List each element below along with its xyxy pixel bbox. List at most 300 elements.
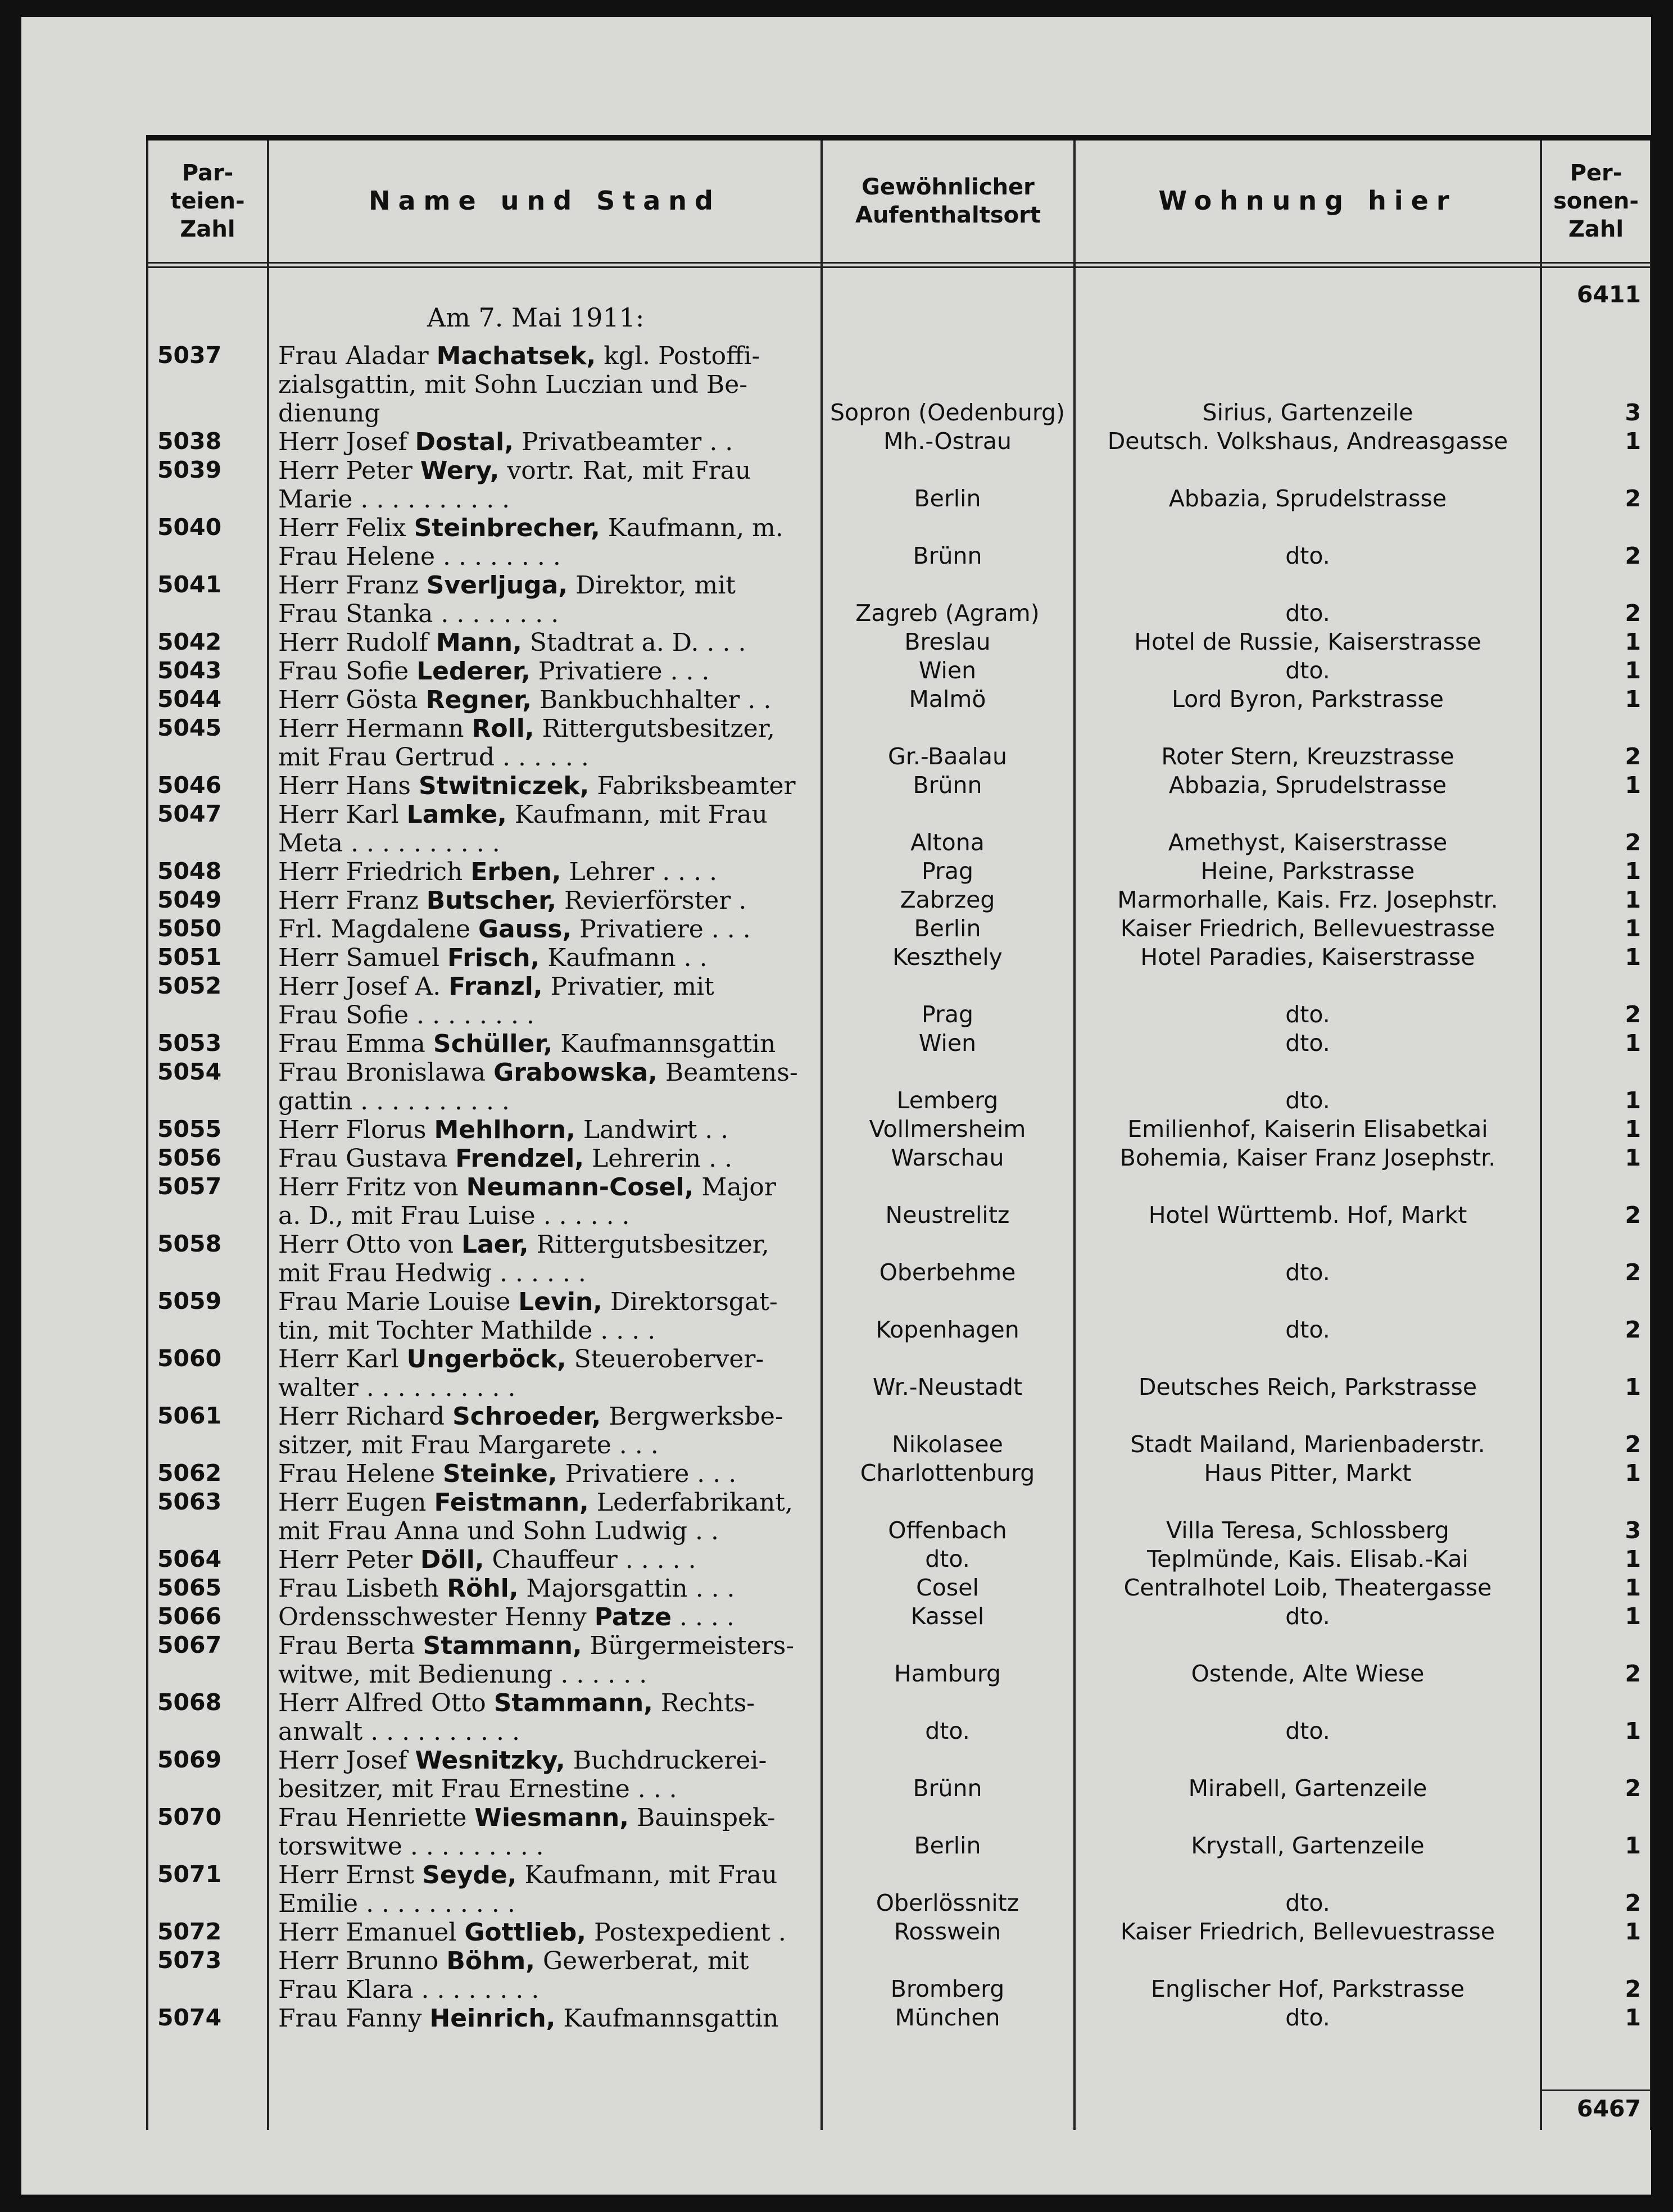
header-divider bbox=[146, 262, 1651, 264]
entry-persons: 1 bbox=[1625, 1545, 1641, 1572]
entry-persons: 1 bbox=[1625, 1717, 1641, 1744]
entry-lodging: Abbazia, Sprudelstrasse bbox=[1168, 772, 1447, 799]
entry-title: Frau Gustava bbox=[278, 1144, 456, 1173]
entry-persons: 1 bbox=[1625, 772, 1641, 799]
entry-details: Gewerberat, mit Frau Klara . . . . . . . . bbox=[278, 1947, 749, 2004]
entry-details: Landwirt . . bbox=[575, 1116, 729, 1144]
entry-surname: Patze bbox=[594, 1603, 672, 1631]
entry-lodging: Haus Pitter, Markt bbox=[1204, 1459, 1412, 1486]
entry-number: 5037 bbox=[157, 342, 222, 369]
entry-persons: 1 bbox=[1625, 2004, 1641, 2031]
entry-title: Herr Rudolf bbox=[278, 628, 436, 657]
entry-title: Herr Florus bbox=[278, 1116, 434, 1144]
entry-persons: 2 bbox=[1625, 1975, 1641, 2002]
entry-lodging: Hotel Württemb. Hof, Markt bbox=[1148, 1202, 1467, 1229]
entry-persons: 1 bbox=[1625, 944, 1641, 971]
header-name-and-status: Name und Stand bbox=[369, 185, 721, 216]
entry-number: 5055 bbox=[157, 1116, 222, 1143]
entry-origin: Zabrzeg bbox=[900, 886, 995, 913]
entry-number: 5040 bbox=[157, 514, 222, 541]
entry-lodging: Englischer Hof, Parkstrasse bbox=[1150, 1975, 1465, 2002]
entry-details: Bürgermeisters- witwe, mit Bedienung . . . . . . bbox=[278, 1631, 795, 1689]
entry-persons: 1 bbox=[1625, 628, 1641, 655]
entry-surname: Machatsek, bbox=[436, 342, 596, 370]
entry-origin: Prag bbox=[921, 858, 973, 885]
column-divider bbox=[1540, 140, 1542, 2130]
entry-surname: Stwitniczek, bbox=[418, 772, 590, 800]
entry-lodging: dto. bbox=[1285, 1889, 1330, 1916]
entry-details: Direktorsgat- tin, mit Tochter Mathilde . . . . bbox=[278, 1288, 778, 1345]
entry-name bbox=[278, 1030, 812, 1058]
entry-origin: Kopenhagen bbox=[876, 1316, 1019, 1343]
entry-name bbox=[278, 1545, 812, 1574]
entry-lodging: dto. bbox=[1285, 1717, 1330, 1744]
entry-persons: 1 bbox=[1625, 428, 1641, 455]
entry-surname: Steinke, bbox=[443, 1459, 557, 1488]
entry-number: 5048 bbox=[157, 858, 222, 885]
entry-number: 5045 bbox=[157, 714, 222, 741]
entry-name bbox=[278, 1488, 812, 1545]
entry-persons: 1 bbox=[1625, 858, 1641, 885]
entry-lodging: Teplmünde, Kais. Elisab.-Kai bbox=[1147, 1545, 1468, 1572]
entry-details: Kaufmannsgattin bbox=[552, 1030, 776, 1058]
entry-origin: dto. bbox=[925, 1545, 970, 1572]
entry-number: 5072 bbox=[157, 1918, 222, 1945]
entry-lodging: dto. bbox=[1285, 657, 1330, 684]
entry-origin: Brünn bbox=[913, 1775, 982, 1802]
entry-lodging: Bohemia, Kaiser Franz Josephstr. bbox=[1119, 1144, 1496, 1171]
entry-persons: 3 bbox=[1625, 1517, 1641, 1544]
header-usual-residence: Gewöhnlicher Aufenthaltsort bbox=[855, 174, 1041, 228]
entry-surname: Lederer, bbox=[416, 657, 531, 686]
entry-origin: Wien bbox=[918, 657, 977, 684]
entry-name bbox=[278, 1947, 812, 2004]
entry-number: 5058 bbox=[157, 1230, 222, 1257]
entry-details: Direktor, mit Frau Stanka . . . . . . . . bbox=[278, 571, 736, 628]
entry-persons: 1 bbox=[1625, 686, 1641, 713]
entry-name bbox=[278, 972, 812, 1030]
entry-details: Lehrerin . . bbox=[584, 1144, 733, 1173]
entry-lodging: dto. bbox=[1285, 1603, 1330, 1630]
column-divider bbox=[820, 140, 823, 2130]
entry-name bbox=[278, 1746, 812, 1803]
entry-details: Bankbuchhalter . . bbox=[531, 686, 772, 714]
entry-title: Herr Peter bbox=[278, 1545, 420, 1574]
entry-title: Frau Fanny bbox=[278, 2004, 430, 2033]
entry-number: 5049 bbox=[157, 886, 222, 913]
entry-surname: Wery, bbox=[420, 456, 500, 485]
entry-details: Postexpedient . bbox=[586, 1918, 786, 1947]
entry-origin: Keszthely bbox=[892, 944, 1003, 971]
entry-origin: dto. bbox=[925, 1717, 970, 1744]
entry-details: Privatiere . . . bbox=[572, 915, 751, 944]
entry-surname: Butscher, bbox=[426, 886, 557, 915]
entry-lodging: Kaiser Friedrich, Bellevuestrasse bbox=[1120, 915, 1495, 942]
entry-lodging: Krystall, Gartenzeile bbox=[1191, 1832, 1425, 1859]
entry-origin: Brünn bbox=[913, 772, 982, 799]
entry-title: Herr Brunno bbox=[278, 1947, 447, 1975]
entry-surname: Mann, bbox=[436, 628, 522, 657]
entry-number: 5057 bbox=[157, 1173, 222, 1200]
entry-number: 5059 bbox=[157, 1288, 222, 1314]
entry-surname: Gauss, bbox=[478, 915, 572, 944]
entry-surname: Wiesmann, bbox=[474, 1803, 629, 1832]
entry-title: Frau Sofie bbox=[278, 657, 417, 686]
entry-lodging: Villa Teresa, Schlossberg bbox=[1166, 1517, 1449, 1544]
entry-lodging: Hotel Paradies, Kaiserstrasse bbox=[1140, 944, 1475, 971]
entry-name bbox=[278, 342, 812, 428]
entry-lodging: Deutsch. Volkshaus, Andreasgasse bbox=[1107, 428, 1508, 455]
entry-title: Herr Josef A. bbox=[278, 972, 449, 1001]
entry-persons: 1 bbox=[1625, 915, 1641, 942]
entry-origin: Oberlössnitz bbox=[876, 1889, 1019, 1916]
entry-lodging: dto. bbox=[1285, 1030, 1330, 1057]
entry-surname: Heinrich, bbox=[429, 2004, 556, 2033]
entry-details: Kaufmann . . bbox=[539, 944, 708, 972]
entry-persons: 2 bbox=[1625, 1001, 1641, 1028]
entry-persons: 2 bbox=[1625, 542, 1641, 569]
entry-number: 5043 bbox=[157, 657, 222, 684]
entry-title: Frau Helene bbox=[278, 1459, 443, 1488]
entry-number: 5039 bbox=[157, 456, 222, 483]
entry-title: Herr Hermann bbox=[278, 714, 472, 743]
entry-name bbox=[278, 1631, 812, 1689]
entry-persons: 1 bbox=[1625, 1144, 1641, 1171]
entry-persons: 2 bbox=[1625, 1775, 1641, 1802]
entry-lodging: Ostende, Alte Wiese bbox=[1191, 1660, 1425, 1687]
entry-name bbox=[278, 800, 812, 858]
entry-origin: Vollmersheim bbox=[869, 1116, 1026, 1143]
entry-origin: Altona bbox=[910, 829, 985, 856]
entry-name bbox=[278, 1144, 812, 1173]
entry-persons: 2 bbox=[1625, 600, 1641, 627]
entry-number: 5053 bbox=[157, 1030, 222, 1057]
entry-surname: Franzl, bbox=[448, 972, 543, 1001]
entry-title: Herr Franz bbox=[278, 571, 427, 600]
entry-details: Chauffeur . . . . . bbox=[484, 1545, 696, 1574]
entry-lodging: dto. bbox=[1285, 1001, 1330, 1028]
entry-origin: Warschau bbox=[891, 1144, 1004, 1171]
entry-origin: Sopron (Oedenburg) bbox=[829, 399, 1066, 426]
entry-lodging: Mirabell, Gartenzeile bbox=[1188, 1775, 1427, 1802]
entry-persons: 1 bbox=[1625, 1116, 1641, 1143]
entry-title: Herr Karl bbox=[278, 1345, 407, 1374]
entry-title: Herr Franz bbox=[278, 886, 427, 915]
entry-origin: Cosel bbox=[916, 1574, 979, 1601]
entry-persons: 1 bbox=[1625, 1374, 1641, 1400]
entry-persons: 2 bbox=[1625, 829, 1641, 856]
entry-number: 5051 bbox=[157, 944, 222, 971]
entry-name bbox=[278, 1116, 812, 1144]
entry-surname: Schroeder, bbox=[452, 1402, 601, 1431]
entry-name bbox=[278, 1689, 812, 1746]
entry-title: Herr Alfred Otto bbox=[278, 1689, 494, 1717]
entry-surname: Stammann, bbox=[493, 1689, 653, 1717]
entry-name bbox=[278, 915, 812, 944]
entry-number: 5056 bbox=[157, 1144, 222, 1171]
entry-lodging: Stadt Mailand, Marienbaderstr. bbox=[1130, 1431, 1485, 1458]
entry-title: Herr Ernst bbox=[278, 1861, 423, 1889]
entry-title: Frau Henriette bbox=[278, 1803, 475, 1832]
entry-number: 5041 bbox=[157, 571, 222, 598]
entry-persons: 2 bbox=[1625, 1660, 1641, 1687]
entry-details: Revierförster . bbox=[556, 886, 747, 915]
entry-lodging: Heine, Parkstrasse bbox=[1200, 858, 1415, 885]
entry-details: Privatiere . . . bbox=[530, 657, 710, 686]
entry-title: Herr Richard bbox=[278, 1402, 453, 1431]
entry-details: Privatbeamter . . bbox=[513, 428, 733, 456]
entry-title: Herr Samuel bbox=[278, 944, 447, 972]
entry-persons: 3 bbox=[1625, 399, 1641, 426]
entry-surname: Röhl, bbox=[447, 1574, 519, 1603]
entry-persons: 1 bbox=[1625, 657, 1641, 684]
entry-persons: 1 bbox=[1625, 1030, 1641, 1057]
entry-details: Privatier, mit Frau Sofie . . . . . . . . bbox=[278, 972, 714, 1030]
register-page bbox=[21, 17, 1651, 2195]
entry-surname: Schüller, bbox=[433, 1030, 553, 1058]
entry-number: 5066 bbox=[157, 1603, 222, 1630]
entry-surname: Stammann, bbox=[423, 1631, 582, 1660]
entry-details: Majorsgattin . . . bbox=[518, 1574, 735, 1603]
entry-details: Lehrer . . . . bbox=[561, 858, 718, 886]
header-party-count: Par- teien- Zahl bbox=[170, 160, 245, 242]
entry-title: Herr Karl bbox=[278, 800, 407, 829]
entry-surname: Regner, bbox=[425, 686, 532, 714]
header-lodging-here: Wohnung hier bbox=[1158, 185, 1457, 216]
entry-name bbox=[278, 772, 812, 800]
entry-details: kgl. Postoffi- zialsgattin, mit Sohn Luczian und Be- dienung bbox=[278, 342, 760, 428]
entry-name bbox=[278, 1861, 812, 1918]
entry-number: 5068 bbox=[157, 1689, 222, 1716]
entry-details: Stadtrat a. D. . . . bbox=[522, 628, 746, 657]
entry-surname: Steinbrecher, bbox=[414, 514, 600, 542]
entry-persons: 1 bbox=[1625, 1087, 1641, 1114]
entry-number: 5054 bbox=[157, 1058, 222, 1085]
entry-surname: Dostal, bbox=[415, 428, 514, 456]
entry-details: Major a. D., mit Frau Luise . . . . . . bbox=[278, 1173, 776, 1230]
entry-origin: Berlin bbox=[914, 915, 981, 942]
entry-lodging: Emilienhof, Kaiserin Elisabetkai bbox=[1127, 1116, 1488, 1143]
entry-lodging: Kaiser Friedrich, Bellevuestrasse bbox=[1120, 1918, 1495, 1945]
entry-persons: 1 bbox=[1625, 1459, 1641, 1486]
entry-title: Frau Berta bbox=[278, 1631, 423, 1660]
entry-name bbox=[278, 1173, 812, 1230]
entry-details: Rittergutsbesitzer, mit Frau Gertrud . . . . . . bbox=[278, 714, 775, 772]
entry-name bbox=[278, 1603, 812, 1631]
entry-details: Rechts- anwalt . . . . . . . . . . bbox=[278, 1689, 755, 1746]
entry-details: . . . . bbox=[672, 1603, 735, 1631]
entry-title: Frau Lisbeth bbox=[278, 1574, 447, 1603]
guest-register-table bbox=[146, 135, 1651, 2130]
entry-number: 5070 bbox=[157, 1803, 222, 1830]
carry-out-total: 6467 bbox=[1576, 2095, 1641, 2122]
entry-origin: Lemberg bbox=[896, 1087, 999, 1114]
entry-surname: Seyde, bbox=[422, 1861, 517, 1889]
entry-lodging: dto. bbox=[1285, 1259, 1330, 1286]
entry-origin: Kassel bbox=[910, 1603, 985, 1630]
entry-name bbox=[278, 456, 812, 514]
entry-details: Buchdruckerei- besitzer, mit Frau Ernestine . . . bbox=[278, 1746, 767, 1803]
entry-name bbox=[278, 1230, 812, 1288]
entry-surname: Wesnitzky, bbox=[415, 1746, 565, 1775]
entry-title: Frl. Magdalene bbox=[278, 915, 478, 944]
entry-name bbox=[278, 1459, 812, 1488]
entry-persons: 1 bbox=[1625, 1918, 1641, 1945]
entry-persons: 2 bbox=[1625, 485, 1641, 512]
entry-details: Kaufmannsgattin bbox=[555, 2004, 779, 2033]
entry-lodging: Abbazia, Sprudelstrasse bbox=[1168, 485, 1447, 512]
entry-origin: Neustrelitz bbox=[885, 1202, 1010, 1229]
entry-lodging: dto. bbox=[1285, 600, 1330, 627]
entry-lodging: Hotel de Russie, Kaiserstrasse bbox=[1134, 628, 1481, 655]
entry-title: Frau Emma bbox=[278, 1030, 433, 1058]
entry-name bbox=[278, 1402, 812, 1459]
entry-details: Privatiere . . . bbox=[557, 1459, 737, 1488]
entry-title: Frau Aladar bbox=[278, 342, 437, 370]
entry-origin: Breslau bbox=[904, 628, 991, 655]
date-line: Am 7. Mai 1911: bbox=[427, 302, 645, 333]
entry-number: 5065 bbox=[157, 1574, 222, 1601]
entry-origin: München bbox=[895, 2004, 1000, 2031]
entry-persons: 1 bbox=[1625, 1832, 1641, 1859]
entry-details: Bauinspek- torswitwe . . . . . . . . . bbox=[278, 1803, 776, 1861]
entry-surname: Roll, bbox=[471, 714, 534, 743]
entry-origin: Zagreb (Agram) bbox=[855, 600, 1040, 627]
entry-origin: Nikolasee bbox=[892, 1431, 1003, 1458]
entry-surname: Laer, bbox=[461, 1230, 529, 1259]
entry-name bbox=[278, 1288, 812, 1345]
entry-name bbox=[278, 657, 812, 686]
entry-name bbox=[278, 628, 812, 657]
entry-persons: 2 bbox=[1625, 1889, 1641, 1916]
entry-origin: Bromberg bbox=[890, 1975, 1005, 2002]
entry-persons: 1 bbox=[1625, 1603, 1641, 1630]
entry-title: Herr Hans bbox=[278, 772, 419, 800]
total-divider bbox=[1542, 2089, 1650, 2091]
entry-name bbox=[278, 428, 812, 456]
entry-details: Bergwerksbe- sitzer, mit Frau Margarete . . . bbox=[278, 1402, 783, 1459]
header-divider bbox=[146, 266, 1651, 268]
entry-persons: 2 bbox=[1625, 1431, 1641, 1458]
entry-number: 5064 bbox=[157, 1545, 222, 1572]
entry-name bbox=[278, 1803, 812, 1861]
entry-number: 5042 bbox=[157, 628, 222, 655]
entry-lodging: Deutsches Reich, Parkstrasse bbox=[1138, 1374, 1477, 1400]
entry-name bbox=[278, 1058, 812, 1116]
entry-details: vortr. Rat, mit Frau Marie . . . . . . . . . . bbox=[278, 456, 751, 514]
entry-name bbox=[278, 571, 812, 628]
entry-number: 5060 bbox=[157, 1345, 222, 1372]
entry-surname: Erben, bbox=[470, 858, 561, 886]
entry-persons: 2 bbox=[1625, 743, 1641, 770]
entry-number: 5069 bbox=[157, 1746, 222, 1773]
entry-title: Herr Emanuel bbox=[278, 1918, 465, 1947]
entry-surname: Levin, bbox=[518, 1288, 602, 1316]
table-right-border bbox=[1650, 140, 1651, 2130]
entry-persons: 2 bbox=[1625, 1316, 1641, 1343]
entry-title: Frau Marie Louise bbox=[278, 1288, 519, 1316]
entry-name bbox=[278, 686, 812, 714]
entry-number: 5074 bbox=[157, 2004, 222, 2031]
header-person-count: Per- sonen- Zahl bbox=[1553, 160, 1639, 242]
entry-number: 5063 bbox=[157, 1488, 222, 1515]
entry-surname: Böhm, bbox=[446, 1947, 535, 1975]
table-left-border bbox=[146, 140, 148, 2130]
entry-lodging: dto. bbox=[1285, 2004, 1330, 2031]
entry-name bbox=[278, 944, 812, 972]
entry-number: 5061 bbox=[157, 1402, 222, 1429]
entry-number: 5047 bbox=[157, 800, 222, 827]
entry-title: Herr Fritz von bbox=[278, 1173, 466, 1202]
entry-surname: Feistmann, bbox=[434, 1488, 589, 1517]
entry-title: Herr Otto von bbox=[278, 1230, 462, 1259]
entry-title: Herr Felix bbox=[278, 514, 414, 542]
entry-number: 5046 bbox=[157, 772, 222, 799]
entry-name bbox=[278, 1345, 812, 1402]
entry-title: Herr Eugen bbox=[278, 1488, 434, 1517]
entry-surname: Neumann-Cosel, bbox=[466, 1173, 694, 1202]
entry-details: Lederfabrikant, mit Frau Anna und Sohn Ludwig . . bbox=[278, 1488, 793, 1545]
entry-origin: Prag bbox=[921, 1001, 973, 1028]
entry-persons: 1 bbox=[1625, 886, 1641, 913]
entry-surname: Frisch, bbox=[447, 944, 540, 972]
entry-origin: Wr.-Neustadt bbox=[872, 1374, 1023, 1400]
entry-persons: 1 bbox=[1625, 1574, 1641, 1601]
entry-origin: Berlin bbox=[914, 485, 981, 512]
entry-name bbox=[278, 1574, 812, 1603]
column-divider bbox=[267, 140, 269, 2130]
entry-surname: Grabowska, bbox=[493, 1058, 658, 1087]
entry-number: 5062 bbox=[157, 1459, 222, 1486]
entry-number: 5044 bbox=[157, 686, 222, 713]
entry-name bbox=[278, 714, 812, 772]
entry-lodging: dto. bbox=[1285, 1316, 1330, 1343]
entry-name bbox=[278, 2004, 812, 2033]
entry-name bbox=[278, 858, 812, 886]
entry-details: Kaufmann, mit Frau Emilie . . . . . . . . . . bbox=[278, 1861, 778, 1918]
entry-origin: Mh.-Ostrau bbox=[883, 428, 1012, 455]
entry-number: 5073 bbox=[157, 1947, 222, 1974]
entry-persons: 2 bbox=[1625, 1259, 1641, 1286]
entry-surname: Lamke, bbox=[406, 800, 507, 829]
entry-origin: Charlottenburg bbox=[860, 1459, 1035, 1486]
entry-lodging: Sirius, Gartenzeile bbox=[1202, 399, 1413, 426]
entry-origin: Hamburg bbox=[894, 1660, 1001, 1687]
entry-title: Herr Peter bbox=[278, 456, 420, 485]
entry-lodging: Lord Byron, Parkstrasse bbox=[1172, 686, 1444, 713]
entry-details: Rittergutsbesitzer, mit Frau Hedwig . . . . . . bbox=[278, 1230, 769, 1288]
column-divider bbox=[1073, 140, 1076, 2130]
entry-name bbox=[278, 1918, 812, 1947]
entry-number: 5067 bbox=[157, 1631, 222, 1658]
entry-lodging: dto. bbox=[1285, 542, 1330, 569]
entry-number: 5052 bbox=[157, 972, 222, 999]
entry-title: Herr Josef bbox=[278, 1746, 415, 1775]
entry-surname: Gottlieb, bbox=[464, 1918, 586, 1947]
entry-lodging: Amethyst, Kaiserstrasse bbox=[1168, 829, 1448, 856]
entry-details: Fabriksbeamter bbox=[589, 772, 796, 800]
entry-title: Herr Gösta bbox=[278, 686, 426, 714]
entry-surname: Döll, bbox=[420, 1545, 484, 1574]
entry-details: Beamtens- gattin . . . . . . . . . . bbox=[278, 1058, 798, 1116]
entry-surname: Sverljuga, bbox=[426, 571, 568, 600]
entry-details: Steueroberver- walter . . . . . . . . . . bbox=[278, 1345, 764, 1402]
entry-origin: Oberbehme bbox=[879, 1259, 1016, 1286]
carry-in-total: 6411 bbox=[1576, 281, 1641, 308]
entry-origin: Berlin bbox=[914, 1832, 981, 1859]
entry-origin: Malmö bbox=[909, 686, 986, 713]
entry-surname: Frendzel, bbox=[455, 1144, 584, 1173]
